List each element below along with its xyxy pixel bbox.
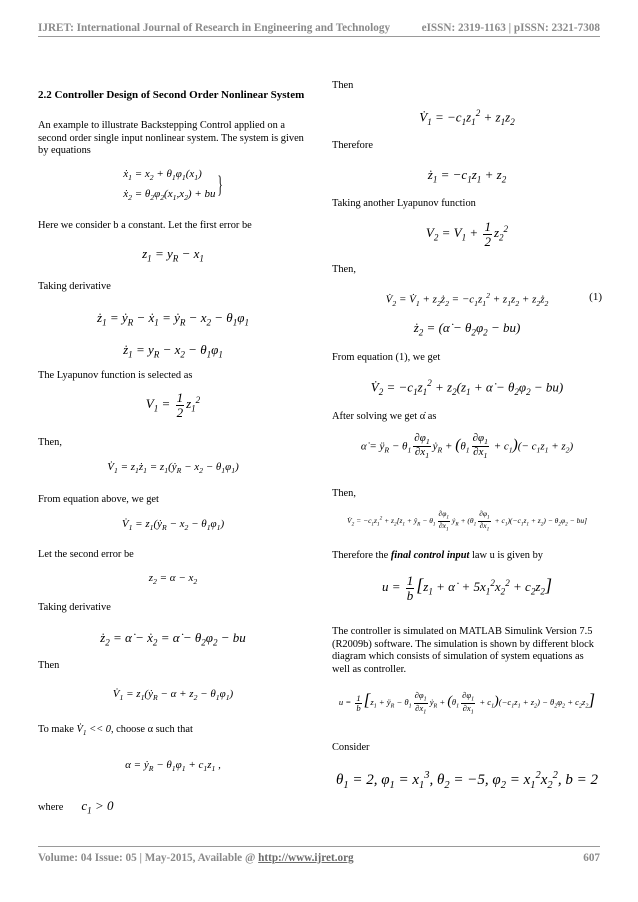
therefore-text-a: Therefore (332, 140, 373, 151)
taking-derivative-text-1: Taking derivative (38, 281, 111, 292)
system-equations: ẋ$_1$ = $x_2 + \theta_1\varphi_1(x_1)$ ẋ$_2$ = $\theta_2\varphi_2(x_1,x_2)$ + bu } (123, 168, 223, 203)
another-lyapunov-text: Taking another Lyapunov function (332, 198, 476, 209)
to-make-text: To make $V̇_1 << 0$, choose α such that (38, 724, 193, 738)
eq-alpha: α = ẏ$_R$ − $\theta_1\varphi_1 + c_1z_1$ , (125, 759, 221, 774)
eq-v2-dot-a: $V̇_2$ = $V̇_1$ + $z_2ż_2 = -c_1z_1^2 + z_1z_2$ + $z_2ż_2$ (1) (385, 291, 602, 308)
after-solving-text: After solving we get α̇ as (332, 411, 437, 422)
journal-link[interactable]: http://www.ijret.org (258, 852, 354, 864)
consider-text: Consider (332, 742, 370, 753)
eq-z2-dot-b: $ż_2$ = (α̇ − $\theta_2\varphi_2 - bu$) (413, 320, 521, 338)
footer-divider (38, 846, 600, 847)
eq-v1-dot-d: $V̇_1 = -c_1z_1^2 + z_1z_2$ (419, 108, 515, 127)
from-eq-above-text: From equation above, we get (38, 494, 159, 505)
eq-second-error: $z_2 = \alpha - x_2$ (148, 572, 198, 587)
then-text-c: Then, (332, 488, 356, 499)
second-error-text: Let the second error be (38, 549, 134, 560)
lyapunov-selected-text: The Lyapunov function is selected as (38, 370, 193, 381)
eq-z1-dot-a: $ż_1$ = ẏ$_R$ − ẋ$_1$ = ẏ$_R$ − $x_2 - \theta_1\varphi_1$ (97, 310, 249, 328)
where-text: where $c_1 > 0$ (38, 798, 114, 816)
intro-paragraph: An example to illustrate Backstepping Control applied on a second order single input nonlinear system. The system is given by equations (38, 120, 304, 156)
consider-b-text: Here we consider b a constant. Let the first error be (38, 220, 252, 231)
eq-v2-dot-c: $V̇_2 = -c_1z_1^2 + z_2[z_1$ + $ÿ_R - \theta_1$ $\frac{\partial\varphi_1}{\partial x_1}$ ẏ$_R$ + ($\theta_1$ $\frac{\partial\varphi_1}{\partial x_1}$ + $c_1)(-c_1z_1 + z_2) - \theta_2\varphi_2 - bu$] (346, 509, 587, 533)
eq-z1-dot-c: $ż_1 = -c_1z_1 + z_2$ (427, 167, 507, 185)
simulation-paragraph: The controller is simulated on MATLAB Simulink Version 7.5 (R2009b) software. The simulation is shown by different block diagram which consists of simulation of system equations as well as controller. (332, 626, 594, 675)
eq-parameters: $\theta_1 = 2$, $\varphi_1 = x_1^3$, $\theta_2 = -5$, $\varphi_2 = x_1^2x_2^2$, b = 2 (335, 770, 599, 791)
eq-z1-dot-b: $ż_1 = y_R - x_2 - \theta_1\varphi_1$ (123, 342, 223, 360)
eq-v1: $V_1$ = $\frac{1}{2}$ $z_1^2$ (145, 390, 201, 420)
page-header (38, 12, 600, 34)
eq-v1-dot-c: $V̇_1$ = $z_1(ẏ_R - \alpha + z_2 - \theta_1\varphi_1)$ (112, 688, 234, 703)
eq-control-law-a: u = $\frac{1}{b}$ [$z_1$ + α̇ + $5x_1^2x_2^2 + c_2z_2$] (381, 573, 553, 603)
eq-first-error: $z_1 = y_R - x_1$ (142, 246, 204, 264)
eq-v2: $V_2 = V_1$ + $\frac{1}{2}$ $z_2^2$ (425, 219, 509, 249)
eq-z2-dot: $ż_2$ = α̇ − ẋ$_2$ = α̇ − $\theta_2\varphi_2$ − bu (100, 630, 246, 648)
eq-v1-dot-a: $V̇_1$ = $z_1ż_1$ = $z_1(ẏ_R - x_2 - \theta_1\varphi_1)$ (107, 461, 239, 476)
then-text-1: Then, (38, 437, 62, 448)
final-control-text: Therefore the final control input law u is given by (332, 550, 543, 561)
page-footer (38, 852, 600, 864)
section-heading: 2.2 Controller Design of Second Order Nonlinear System (38, 89, 305, 101)
footer-volume: Volume: 04 Issue: 05 | May-2015, Available @ http://www.ijret.org (38, 852, 354, 864)
eq-v2-dot-b: $V̇_2 = -c_1z_1^2 + z_2(z_1$ + α̇ − $\theta_2\varphi_2 - bu$) (370, 378, 564, 397)
then-text-2: Then (38, 660, 60, 671)
eq-v1-dot-b: $V̇_1$ = $z_1(ẏ_R - x_2 - \theta_1\varphi_1)$ (121, 518, 225, 533)
then-text-a: Then (332, 80, 354, 91)
journal-title: IJRET: International Journal of Research in Engineering and Technology (38, 22, 391, 34)
taking-derivative-text-2: Taking derivative (38, 602, 111, 613)
eq-alpha-dot: α̇ = $ÿ_R - \theta_1$ $\frac{\partial\varphi_1}{\partial x_1}$ ẏ$_R$ + ($\theta_1$ $\frac{\partial\varphi_1}{\partial x_1}$ + $c_1)(- c_1z_1 + z_2)$ (360, 432, 574, 461)
eq-control-law-b: u = $\frac{1}{b}$ [$z_1$ + $ÿ_R - \theta_1$ $\frac{\partial\varphi_1}{\partial x_1}$ ẏ$_R$ + ($\theta_1$ $\frac{\partial\varphi_1}{\partial x_1}$ + $c_1)(-c_1z_1 + z_2) - \theta_2\varphi_2 + c_2z_2$] (338, 689, 596, 716)
equation-number: (1) (589, 291, 602, 303)
header-divider (38, 36, 600, 37)
issn: eISSN: 2319-1163 | pISSN: 2321-7308 (421, 22, 600, 34)
from-eq-1-text: From equation (1), we get (332, 352, 441, 363)
page-number: 607 (583, 852, 600, 864)
then-text-b: Then, (332, 264, 356, 275)
